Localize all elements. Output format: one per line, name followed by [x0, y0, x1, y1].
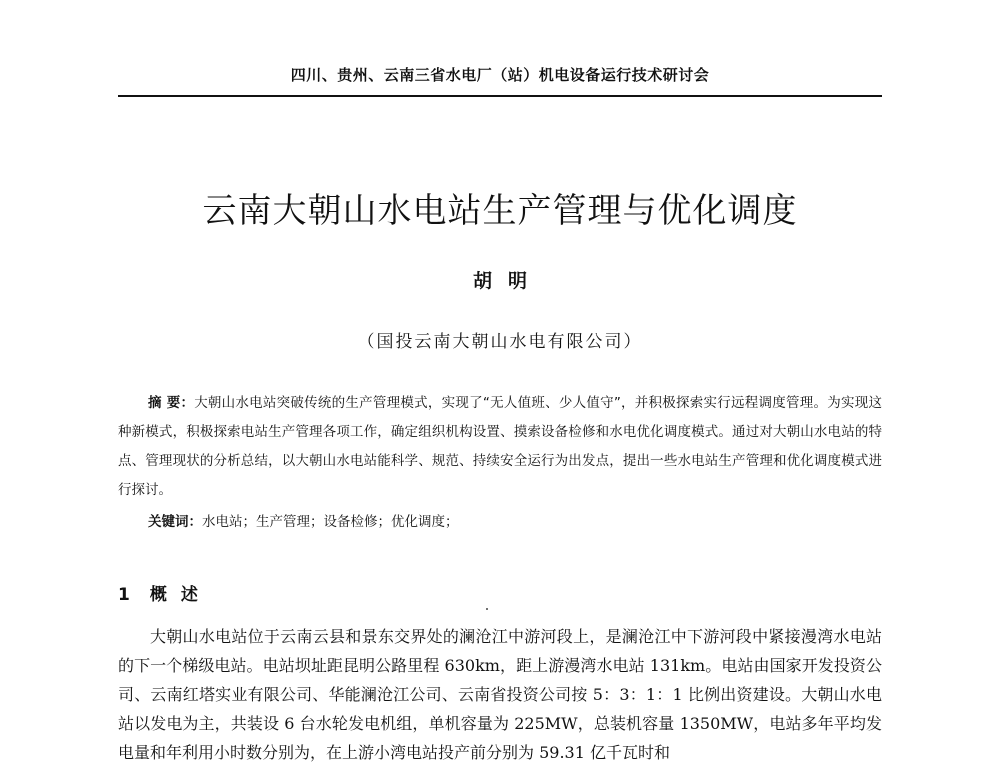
scan-speck: [486, 608, 488, 610]
section-heading: [118, 580, 212, 605]
section-number: 1: [118, 585, 130, 605]
section-paragraph: 大朝山水电站位于云南云县和景东交界处的澜沧江中游河段上，是澜沧江中下游河段中紧接漫湾水电站的下一个梯级电站。电站坝址距昆明公路里程 630km，距上游漫湾水电站 131km。电站由国家开发投资公司、云南红塔实业有限公司、华能澜沧江公司、云南省投资公司按 5：3：1：1 比例出资建设。大朝山水电站以发电为主，共装设 6 台水轮发电机组，单机容量为 225MW，总装机容量 1350MW，电站多年平均发电量和年利用小时数分别为，在上游小湾电站投产前分别为 59.31 亿千瓦时和: [118, 627, 882, 762]
keywords: [148, 510, 882, 530]
paper-title: 云南大朝山水电站生产管理与优化调度: [202, 191, 798, 231]
header-rule: [118, 95, 882, 97]
author-affiliation: （国投云南大朝山水电有限公司）: [357, 332, 643, 352]
abstract-text: 大朝山水电站突破传统的生产管理模式，实现了“无人值班、少人值守”，并积极探索实行远程调度管理。为实现这种新模式，积极探索电站生产管理各项工作，确定组织机构设置、摸索设备检修和水电优化调度模式。通过对大朝山水电站的特点、管理现状的分析总结，以大朝山水电站能科学、规范、持续安全运行为出发点，提出一些水电站生产管理和优化调度模式进行探讨。: [118, 395, 882, 498]
author-name: 胡明: [472, 270, 543, 292]
abstract-label: 摘 要：: [148, 395, 195, 411]
section-title: 概述: [149, 585, 212, 605]
abstract: [118, 389, 882, 505]
conference-header: 四川、贵州、云南三省水电厂（站）机电设备运行技术研讨会: [290, 66, 710, 84]
keywords-label: 关键词：: [148, 514, 202, 530]
keywords-text: 水电站；生产管理；设备检修；优化调度；: [202, 514, 459, 530]
